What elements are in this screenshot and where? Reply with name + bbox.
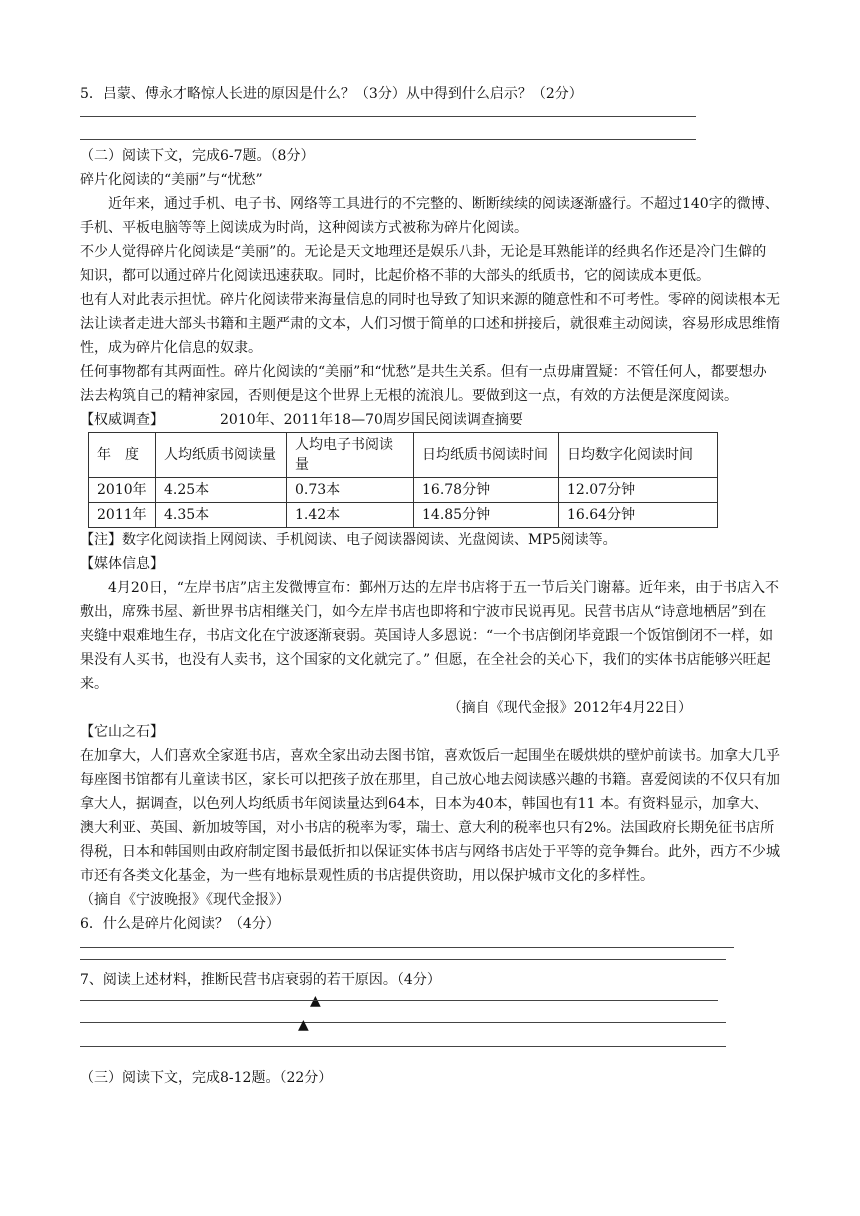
foreign-text: 在加拿大，人们喜欢全家逛书店，喜欢全家出动去图书馆，喜欢饭后一起围坐在暖烘烘的壁炉前读书。加拿大几乎每座图书馆都有儿童读书区，家长可以把孩子放在那里，自己放心地去阅读感兴趣的书籍。喜爱阅读的不仅只有加拿大人，据调查，以色列人均纸质书年阅读量达到64本，日本为40本，韩国也有11 本。有资料显示，加拿大、澳大利亚、英国、新加坡等国，对小书店的税率为零，瑞士、意大利的税率也只有2%。法国政府长期免征书店所得税，日本和韩国则由政府制定图书最低折扣以保证实体书店与网络书店处于平等的竞争舞台。此外，西方不少城市还有各类文化基金，为一些有地标景观性质的书店提供资助，用以保护城市文化的多样性。 — [80, 748, 780, 884]
answer-line[interactable] — [80, 1000, 718, 1001]
table-cell: 2011年 — [89, 503, 156, 528]
table-header-cell: 年 度 — [89, 433, 156, 478]
question-7: 7、阅读上述材料，推断民营书店衰弱的若干原因。（4分） — [80, 972, 441, 988]
survey-header — [80, 408, 780, 432]
table-header-cell: 人均电子书阅读量 — [287, 433, 414, 478]
survey-table — [88, 432, 718, 528]
exam-page — [80, 82, 780, 1090]
table-header-cell: 日均数字化阅读时间 — [559, 433, 718, 478]
foreign-source: （摘自《宁波晚报》《现代金报》） — [80, 892, 290, 908]
foreign-tag: 【它山之石】 — [80, 724, 164, 740]
question-6: 6．什么是碎片化阅读？（4分） — [80, 916, 280, 932]
table-cell: 4.25本 — [156, 478, 287, 503]
table-header-cell: 人均纸质书阅读量 — [156, 433, 287, 478]
media-text: 4月20日，“左岸书店”店主发微博宣布：鄞州万达的左岸书店将于五一节后关门谢幕。近年来，由于书店入不敷出，席殊书屋、新世界书店相继关门，如今左岸书店也即将和宁波市民说再见。民营书店从“诗意地栖居”到在夹缝中艰难地生存，书店文化在宁波逐渐衰弱。英国诗人多恩说：“一个书店倒闭毕竟跟一个饭馆倒闭不一样，如果没有人买书，也没有人卖书，这个国家的文化就完了。” 但愿，在全社会的关心下，我们的实体书店能够兴旺起来。 — [80, 580, 780, 692]
table-cell: 1.42本 — [287, 503, 414, 528]
answer-line[interactable] — [80, 1046, 726, 1047]
table-cell: 16.78分钟 — [414, 478, 559, 503]
answer-line[interactable] — [80, 1022, 726, 1023]
triangle-marker-icon: ▲ — [310, 993, 321, 1009]
article-title: 碎片化阅读的“美丽”与“忧愁” — [80, 172, 263, 188]
article-paragraph: 也有人对此表示担忧。碎片化阅读带来海量信息的同时也导致了知识来源的随意性和不可考性。零碎的阅读根本无法让读者走进大部头书籍和主题严肃的文本，人们习惯于简单的口述和拼接后，就很难主动阅读，容易形成思维惰性，成为碎片化信息的奴隶。 — [80, 292, 780, 356]
table-cell: 16.64分钟 — [559, 503, 718, 528]
table-row — [89, 503, 718, 528]
question-5: 5．吕蒙、傅永才略惊人长进的原因是什么？（3分）从中得到什么启示？（2分） — [80, 86, 583, 102]
answer-line[interactable] — [80, 116, 696, 117]
table-header-cell: 日均纸质书阅读时间 — [414, 433, 559, 478]
media-source: （摘自《现代金报》2012年4月22日） — [447, 700, 692, 716]
answer-line[interactable] — [80, 947, 734, 948]
q7-answer-area[interactable] — [80, 992, 780, 1066]
answer-line[interactable] — [80, 139, 696, 140]
article-paragraph: 任何事物都有其两面性。碎片化阅读的“美丽”和“忧愁”是共生关系。但有一点毋庸置疑：不管任何人，都要想办法去构筑自己的精神家园，否则便是这个世界上无根的流浪儿。要做到这一点，有效的方法便是深度阅读。 — [80, 364, 767, 404]
table-cell: 14.85分钟 — [414, 503, 559, 528]
table-cell: 2010年 — [89, 478, 156, 503]
table-cell: 12.07分钟 — [559, 478, 718, 503]
section-3-heading: （三）阅读下文，完成8-12题。（22分） — [80, 1070, 333, 1086]
section-2-heading: （二）阅读下文，完成6-7题。（8分） — [80, 148, 315, 164]
answer-line[interactable] — [80, 959, 726, 960]
survey-note: 【注】数字化阅读指上网阅读、手机阅读、电子阅读器阅读、光盘阅读、MP5阅读等。 — [80, 532, 617, 548]
media-tag: 【媒体信息】 — [80, 556, 164, 572]
survey-tag: 【权威调查】 — [80, 412, 164, 428]
survey-title: 2010年、2011年18—70周岁国民阅读调查摘要 — [220, 412, 523, 428]
triangle-marker-icon: ▲ — [298, 1017, 309, 1033]
table-header-row — [89, 433, 718, 478]
table-cell: 4.35本 — [156, 503, 287, 528]
table-cell: 0.73本 — [287, 478, 414, 503]
table-row — [89, 478, 718, 503]
article-paragraph: 近年来，通过手机、电子书、网络等工具进行的不完整的、断断续续的阅读逐渐盛行。不超过140字的微博、手机、平板电脑等等上阅读成为时尚，这种阅读方式被称为碎片化阅读。 — [80, 196, 779, 236]
article-paragraph: 不少人觉得碎片化阅读是“美丽”的。无论是天文地理还是娱乐八卦，无论是耳熟能详的经典名作还是冷门生僻的知识，都可以通过碎片化阅读迅速获取。同时，比起价格不菲的大部头的纸质书，它的阅读成本更低。 — [80, 244, 767, 284]
